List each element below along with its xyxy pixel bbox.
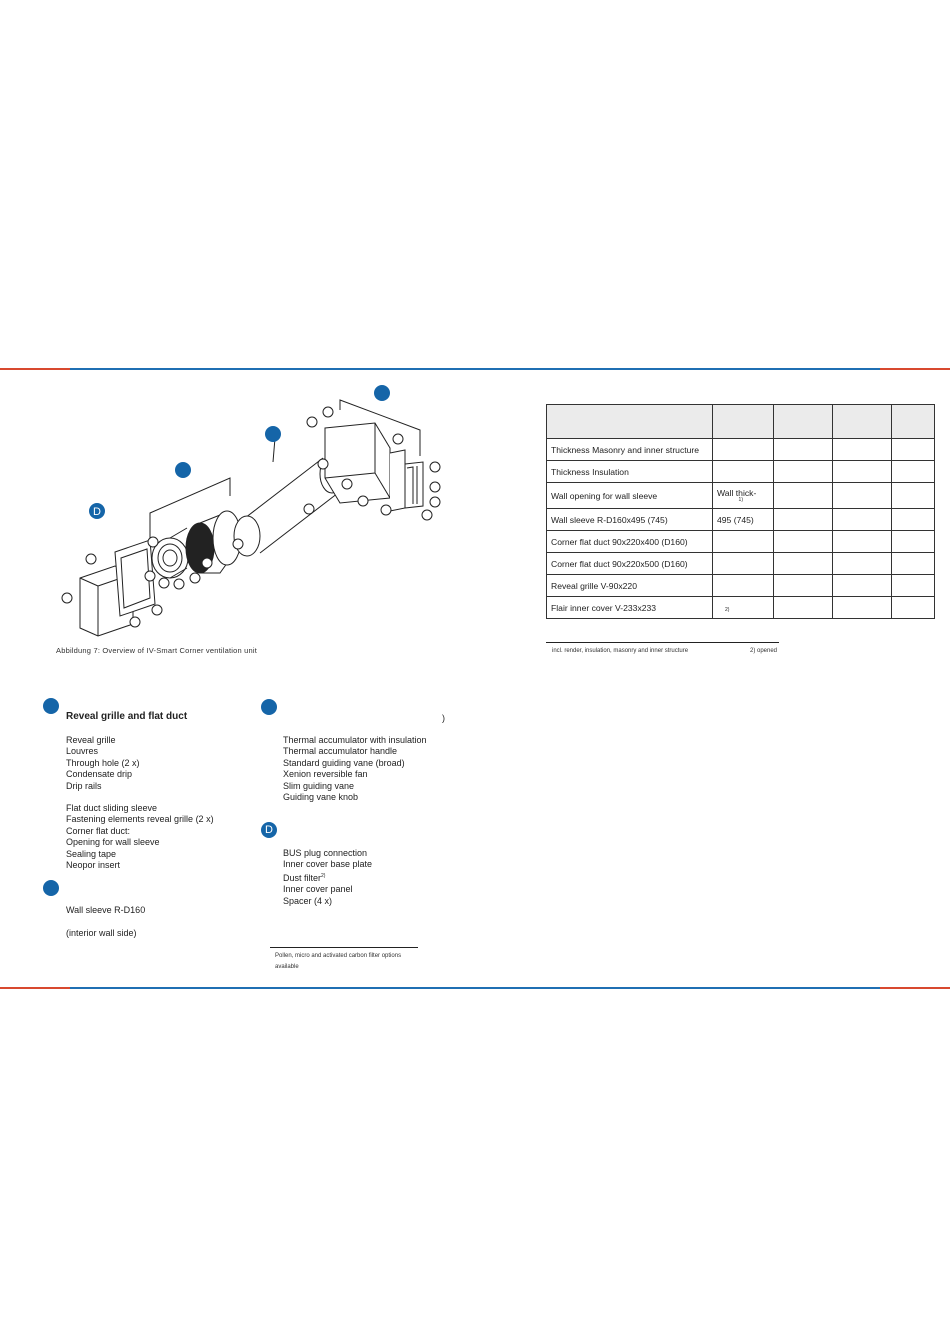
table-header-row xyxy=(547,405,935,439)
list-item: Guiding vane knob xyxy=(283,792,359,803)
table-footnote-1: incl. render, insulation, masonry and inner structure xyxy=(552,648,689,654)
interior-note: (interior wall side) xyxy=(66,928,137,938)
list-item: Through hole (2 x) xyxy=(66,757,140,768)
svg-text:D: D xyxy=(93,506,101,518)
list-item: Fastening elements reveal grille (2 x) xyxy=(66,814,214,825)
component-list xyxy=(283,848,372,907)
list-item: Condensate drip xyxy=(66,769,133,780)
table-row xyxy=(547,553,935,575)
row-value: 495 (745) xyxy=(713,509,774,531)
table-footnote-rule xyxy=(546,642,779,643)
list-item: BUS plug connection xyxy=(283,848,368,858)
table-row xyxy=(547,531,935,553)
figure-caption: Abbildung 7: Overview of IV-Smart Corner ventilation unit xyxy=(56,646,258,655)
table-row xyxy=(547,597,935,619)
list-item: Inner cover panel xyxy=(283,884,353,895)
row-label: Reveal grille V-90x220 xyxy=(547,575,713,597)
footnote-line: available xyxy=(275,964,299,970)
row-value-cell xyxy=(713,597,774,619)
row-label: Thickness Masonry and inner structure xyxy=(547,439,713,461)
section-badge xyxy=(261,699,277,715)
row-label: Thickness Insulation xyxy=(547,461,713,483)
row-value: Wall thick- xyxy=(717,488,757,498)
bottom-rule xyxy=(0,987,950,989)
specification-table xyxy=(546,404,935,619)
footnote-marker: 2) xyxy=(725,606,730,613)
list-item: Inner cover base plate xyxy=(283,859,373,870)
table-row xyxy=(547,483,935,509)
list-item: Slim guiding vane xyxy=(283,780,355,791)
list-item: Drip rails xyxy=(66,780,102,791)
row-value xyxy=(713,553,774,575)
list-item: Thermal accumulator handle xyxy=(283,746,398,757)
row-label: Corner flat duct 90x220x500 (D160) xyxy=(547,553,713,575)
component-list xyxy=(283,735,427,803)
table-row xyxy=(547,509,935,531)
footnote-rule xyxy=(270,947,418,948)
row-value-cell xyxy=(713,483,774,509)
row-value xyxy=(713,461,774,483)
section-title: Reveal grille and flat duct xyxy=(66,711,188,722)
filter-footnote xyxy=(275,951,401,973)
top-rule xyxy=(0,368,950,370)
header-cell xyxy=(892,405,935,439)
list-item: Sealing tape xyxy=(66,848,117,859)
row-label: Corner flat duct 90x220x400 (D160) xyxy=(547,531,713,553)
list-item: Reveal grille xyxy=(66,735,116,745)
list-item: Opening for wall sleeve xyxy=(66,837,160,848)
row-label: Flair inner cover V-233x233 xyxy=(547,597,713,619)
row-label: Wall sleeve R-D160x495 (745) xyxy=(547,509,713,531)
wall-sleeve-label: Wall sleeve R-D160 xyxy=(66,905,146,915)
header-cell xyxy=(713,405,774,439)
list-item: Standard guiding vane (broad) xyxy=(283,757,405,768)
list-item: Flat duct sliding sleeve xyxy=(66,803,158,813)
row-value xyxy=(713,531,774,553)
table-row xyxy=(547,439,935,461)
row-value xyxy=(713,439,774,461)
header-cell xyxy=(547,405,713,439)
footnote-marker: 1) xyxy=(738,497,743,503)
exploded-view-diagram xyxy=(55,378,455,638)
footnote-marker: 2) xyxy=(321,872,326,879)
component-list xyxy=(66,803,214,871)
table-footnote-2: 2) opened xyxy=(750,648,778,654)
header-cell xyxy=(833,405,892,439)
section-badge xyxy=(43,698,59,714)
row-label: Wall opening for wall sleeve xyxy=(547,483,713,509)
list-item-dust-filter xyxy=(283,871,372,884)
list-item: Thermal accumulator with insulation xyxy=(283,735,427,745)
footnote-line: Pollen, micro and activated carbon filter options xyxy=(275,953,402,959)
section-badge xyxy=(43,880,59,896)
header-cell xyxy=(774,405,833,439)
row-value xyxy=(713,575,774,597)
list-item: Corner flat duct: xyxy=(66,825,131,836)
list-item: Neopor insert xyxy=(66,860,121,871)
dust-filter-label: Dust filter xyxy=(283,872,322,883)
table-row xyxy=(547,575,935,597)
component-list xyxy=(66,735,140,792)
list-item: Spacer (4 x) xyxy=(283,895,333,906)
closing-paren: ) xyxy=(442,713,445,723)
list-item: Louvres xyxy=(66,746,99,757)
table-row xyxy=(547,461,935,483)
section-badge-d: D xyxy=(261,822,277,838)
list-item: Xenion reversible fan xyxy=(283,769,368,780)
